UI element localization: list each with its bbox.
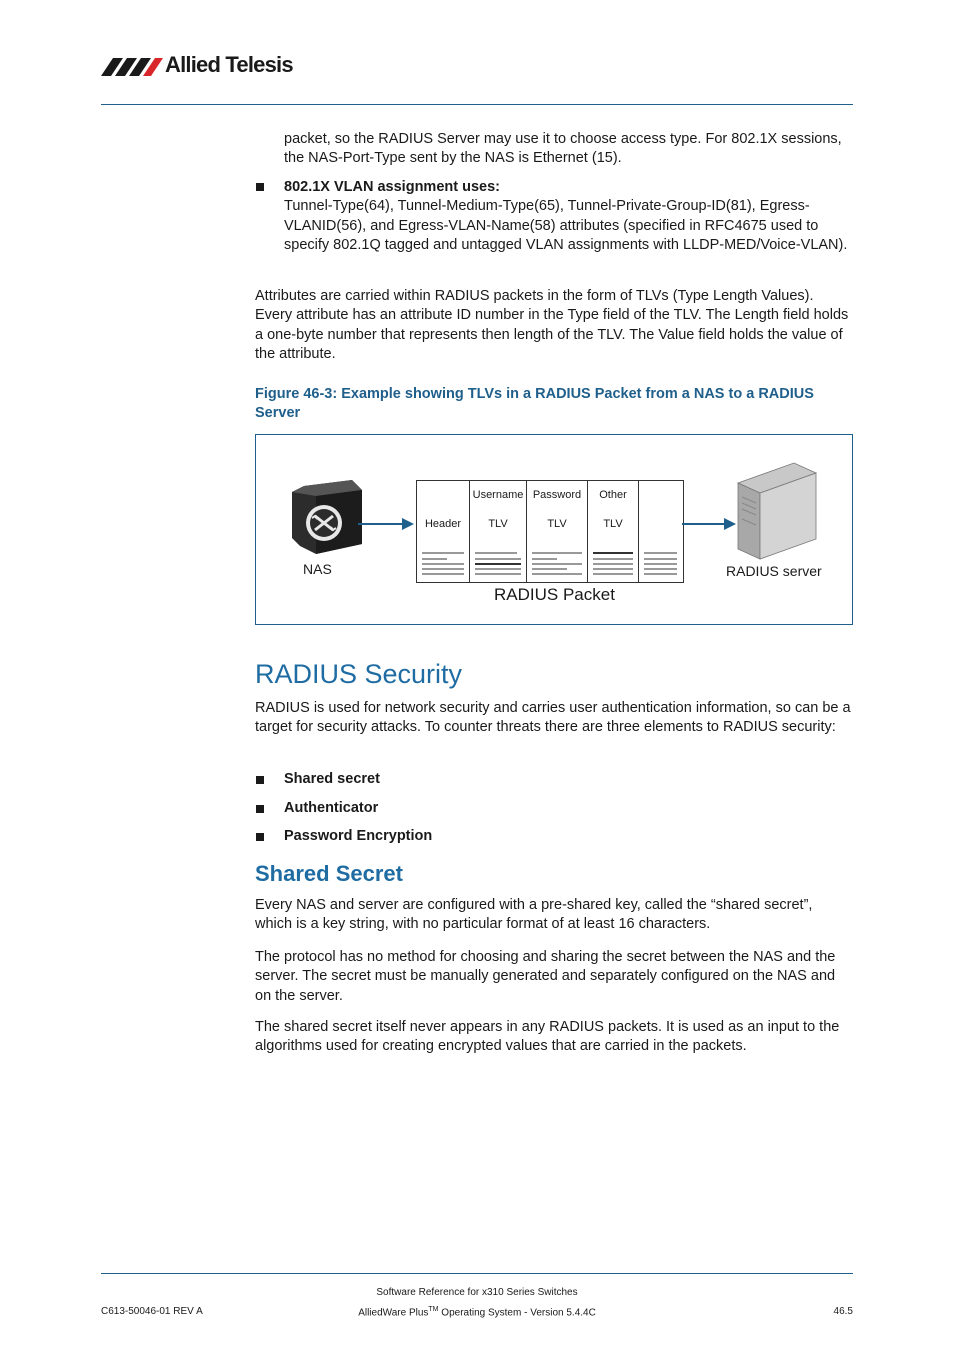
logo-mark-icon	[101, 56, 163, 78]
cell-top-label: Username	[472, 489, 524, 501]
security-element-shared-secret: Shared secret	[284, 771, 380, 787]
vlan-bullet	[284, 178, 854, 256]
footer-os-version: Operating System - Version 5.4.4C	[438, 1307, 596, 1319]
footer-page-number: 46.5	[833, 1306, 853, 1317]
radius-packet	[416, 480, 684, 583]
cell-top-label: Other	[599, 489, 627, 501]
continuation-paragraph: packet, so the RADIUS Server may use it to choose access type. For 802.1X sessions, the NAS-Port-Type sent by the NAS is Ethernet (15).	[284, 131, 842, 167]
arrow-right-icon	[682, 517, 738, 531]
footer-doc-id: C613-50046-01 REV A	[101, 1306, 203, 1317]
bullet-marker	[255, 178, 267, 190]
radius-packet-figure	[255, 434, 853, 625]
shared-secret-paragraph-1: Every NAS and server are configured with a pre-shared key, called the “shared secret”, which is a key string, with no particular format of at least 16 characters.	[255, 897, 813, 933]
allied-telesis-logo	[101, 52, 301, 82]
nas-device-icon	[290, 480, 364, 560]
cell-mid-label: TLV	[488, 518, 508, 530]
footer-rule	[101, 1273, 853, 1274]
radius-server-label: RADIUS server	[726, 563, 822, 579]
arrow-right-icon	[358, 517, 416, 531]
bullet-marker	[255, 771, 267, 783]
footer-trademark: TM	[428, 1306, 439, 1313]
radius-server-icon	[736, 461, 818, 561]
tlv-paragraph: Attributes are carried within RADIUS packets in the form of TLVs (Type Length Values). Every attribute has an attribute ID number in the Type field of the TLV. The Length field holds a one-byte number that represents then length of the TLV. The Value field holds the value of the attribute.	[255, 288, 849, 363]
vlan-bullet-body: Tunnel-Type(64), Tunnel-Medium-Type(65), Tunnel-Private-Group-ID(81), Egress-VLANID(56), and Egress-VLAN-Name(58) attributes (specified in RFC4675 used to specify 802.1Q tagged and untagged VLAN assignments with LLDP-MED/Voice-VLAN).	[284, 198, 848, 254]
cell-top-label: Password	[532, 489, 582, 501]
brand-name: Allied Telesis	[165, 52, 293, 77]
nas-label: NAS	[303, 561, 332, 577]
security-element-authenticator: Authenticator	[284, 800, 379, 816]
packet-data-lines	[417, 551, 683, 581]
radius-packet-label: RADIUS Packet	[494, 585, 615, 604]
cell-mid-label: Header	[424, 518, 462, 530]
cell-mid-label: TLV	[603, 518, 623, 530]
shared-secret-paragraph-3: The shared secret itself never appears in any RADIUS packets. It is used as an input to the algorithms used for creating encrypted values that are carried in the packets.	[255, 1019, 840, 1055]
section-title: RADIUS Security	[255, 659, 463, 689]
cell-mid-label: TLV	[547, 518, 567, 530]
security-element-password-encryption: Password Encryption	[284, 828, 433, 844]
footer-product: AlliedWare Plus	[358, 1307, 429, 1319]
header-rule	[101, 104, 853, 105]
footer-title: Software Reference for x310 Series Switches	[376, 1287, 578, 1298]
figure-caption: Figure 46-3: Example showing TLVs in a RADIUS Packet from a NAS to a RADIUS Server	[255, 386, 814, 422]
subsection-title: Shared Secret	[255, 861, 403, 886]
bullet-marker	[255, 828, 267, 840]
security-intro: RADIUS is used for network security and carries user authentication information, so can be a target for security attacks. To counter threats there are three elements to RADIUS security:	[255, 700, 851, 736]
footer-version	[0, 1306, 954, 1318]
shared-secret-paragraph-2: The protocol has no method for choosing and sharing the secret between the NAS and the server. The secret must be manually generated and separately configured on the NAS and on the server.	[255, 949, 836, 1004]
vlan-bullet-title: 802.1X VLAN assignment uses:	[284, 179, 500, 195]
bullet-marker	[255, 800, 267, 812]
